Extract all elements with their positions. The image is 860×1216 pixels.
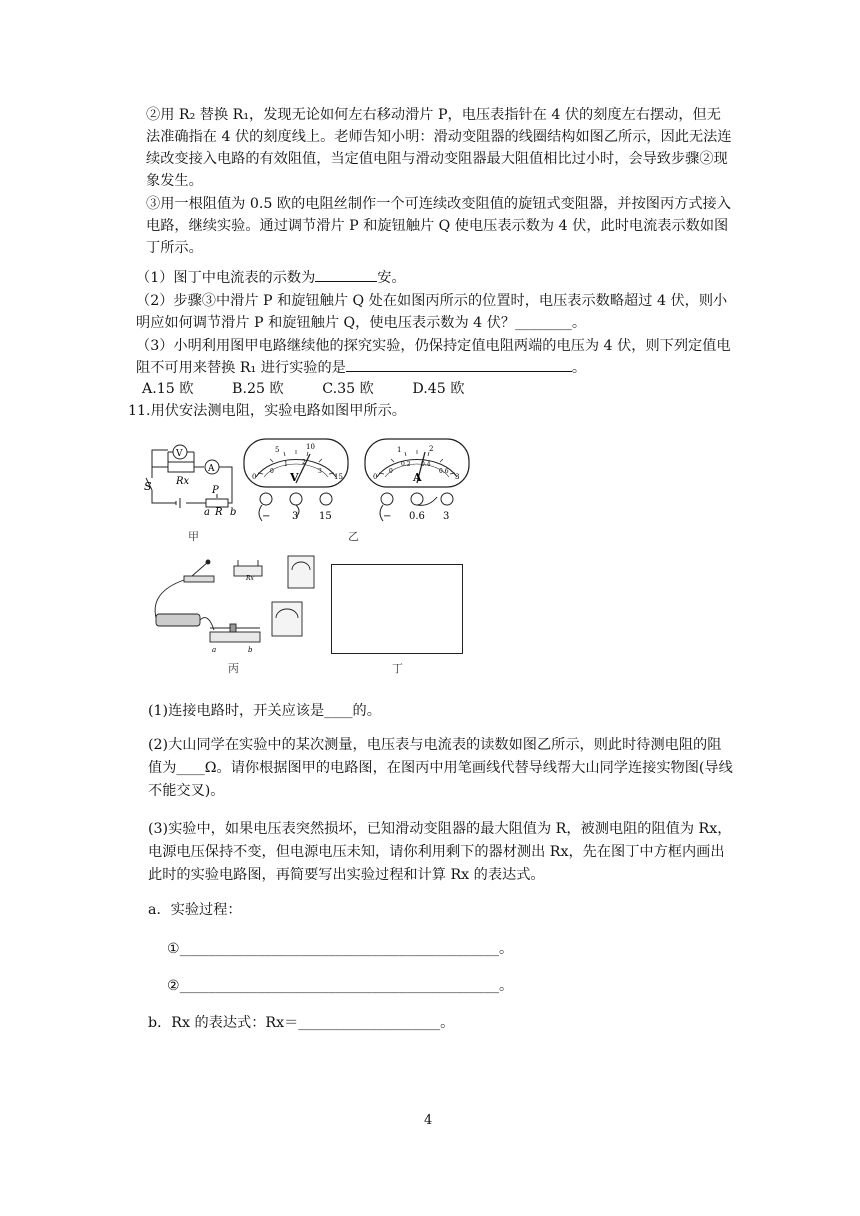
fig-label-jia: 甲 [188,530,199,543]
question-2: （2）步骤③中滑片 P 和旋钮触片 Q 处在如图丙所示的位置时，电压表示数略超过 4 伏，则小明应如何调节滑片 P 和旋钮触片 Q，使电压表示数为 4 伏？________。 [136,293,728,331]
label-rx-bing: Rx [246,575,254,582]
experiment-process-label: a．实验过程： [148,902,242,918]
question-3 [136,335,732,379]
process-step-1[interactable]: ①_____________________________________________。 [167,941,514,957]
answer-blank-1[interactable] [315,267,377,282]
amp-scale-2: 2 [429,445,434,453]
label-s: S [144,480,152,493]
volt-unit: V [290,471,299,484]
amp-scale-low-0: 0 [389,468,393,475]
process-step-2[interactable]: ②_____________________________________________。 [167,978,514,994]
question-1-unit: 安。 [377,270,406,286]
amp-scale-low-04: 0.4 [421,461,431,468]
option-d[interactable]: D.45 欧 [412,381,465,397]
volt-scale-low-0: 0 [270,468,274,475]
amp-unit: A [413,471,422,484]
volt-term-3: 3 [292,511,299,522]
volt-scale-10: 10 [306,443,315,451]
amp-scale-3: 3 [455,473,460,481]
question-3-text: （3）小明利用图甲电路继续他的探究实验，仍保持定值电阻两端的电压为 4 伏，则下列定值电阻不可用来替换 R₁ 进行实验的是 [136,338,731,376]
options-row [142,378,499,398]
amp-term-06: 0.6 [409,511,425,522]
question-3-end: 。 [571,360,587,376]
volt-term-15: 15 [319,511,332,522]
answer-blank-3[interactable] [346,357,572,372]
amp-term-neg: − [383,511,392,522]
apparatus-figure-bing [148,552,324,662]
paragraph-step2: ②用 R₂ 替换 R₁，发现无论如何左右移动滑片 P，电压表指针在 4 伏的刻度左右摆动，但无法准确指在 4 伏的刻度线上。老师告知小明：滑动变阻器的线圈结构如图乙所示，因此无法连续改变接入电路的有效阻值，当定值电阻与滑动变阻器最大阻值相比过小时，会导致步骤②现象发生。 [146,107,732,189]
ammeter-dial [363,437,471,523]
volt-scale-low-3: 3 [318,468,322,475]
volt-scale-0: 0 [252,473,257,481]
voltmeter-symbol: V [176,449,183,459]
volt-scale-low-2: 2 [302,459,306,466]
amp-scale-0: 0 [373,473,378,481]
amp-term-3: 3 [443,511,450,522]
fig-label-ding: 丁 [392,662,403,675]
volt-scale-low-1: 1 [284,461,288,468]
question-11: 11.用伏安法测电阻，实验电路如图甲所示。 [128,403,406,419]
label-b-bing: b [248,646,253,654]
volt-term-neg: − [262,511,271,522]
subquestion-1: (1)连接电路时，开关应该是____的。 [148,703,381,719]
circuit-diagram-jia [140,440,250,520]
subquestion-2: (2)大山同学在实验中的某次测量，电压表与电流表的读数如图乙所示，则此时待测电阻的阻值为____Ω。请你根据图甲的电路图，在图丙中用笔画线代替导线帮大山同学连接实物图(导线不能交叉)。 [148,737,733,799]
answer-box-ding[interactable] [331,564,463,654]
subquestion-3: (3)实验中，如果电压表突然损坏，已知滑动变阻器的最大阻值为 R，被测电阻的阻值为 Rx，电源电压保持不变，但电源电压未知，请你利用剩下的器材测出 Rx，先在图丁中方框内画出此时的实验电路图，再简要写出实验过程和计算 Rx 的表达式。 [148,821,732,883]
label-r: R [215,507,223,518]
amp-scale-low-02: 0.2 [401,461,411,468]
question-1 [136,267,406,287]
ammeter-symbol: A [208,464,215,474]
voltmeter-dial [242,437,350,523]
amp-scale-low-06: 0.6 [439,468,449,475]
question-1-text: （1）图丁中电流表的示数为 [136,270,316,286]
paragraph-step3: ③用一根阻值为 0.5 欧的电阻丝制作一个可连续改变阻值的旋钮式变阻器，并按图丙方式接入电路，继续实验。通过调节滑片 P 和旋钮触片 Q 使电压表示数为 4 伏，此时电流表示数如图丁所示。 [146,196,731,256]
page-number: 4 [424,1113,433,1128]
label-p: P [212,485,219,496]
volt-scale-5: 5 [275,446,280,454]
label-a-bing: a [212,646,217,654]
option-c[interactable]: C.35 欧 [322,381,374,397]
label-b: b [230,507,237,518]
volt-scale-15: 15 [334,473,343,481]
option-a[interactable]: A.15 欧 [142,381,194,397]
amp-scale-1: 1 [397,446,402,454]
label-rx: Rx [176,476,190,487]
option-b[interactable]: B.25 欧 [232,381,284,397]
fig-label-yi: 乙 [348,530,359,543]
expression-label[interactable]: b．Rx 的表达式：Rx＝____________________。 [148,1015,455,1031]
fig-label-bing: 丙 [228,662,239,675]
label-a: a [204,507,210,518]
